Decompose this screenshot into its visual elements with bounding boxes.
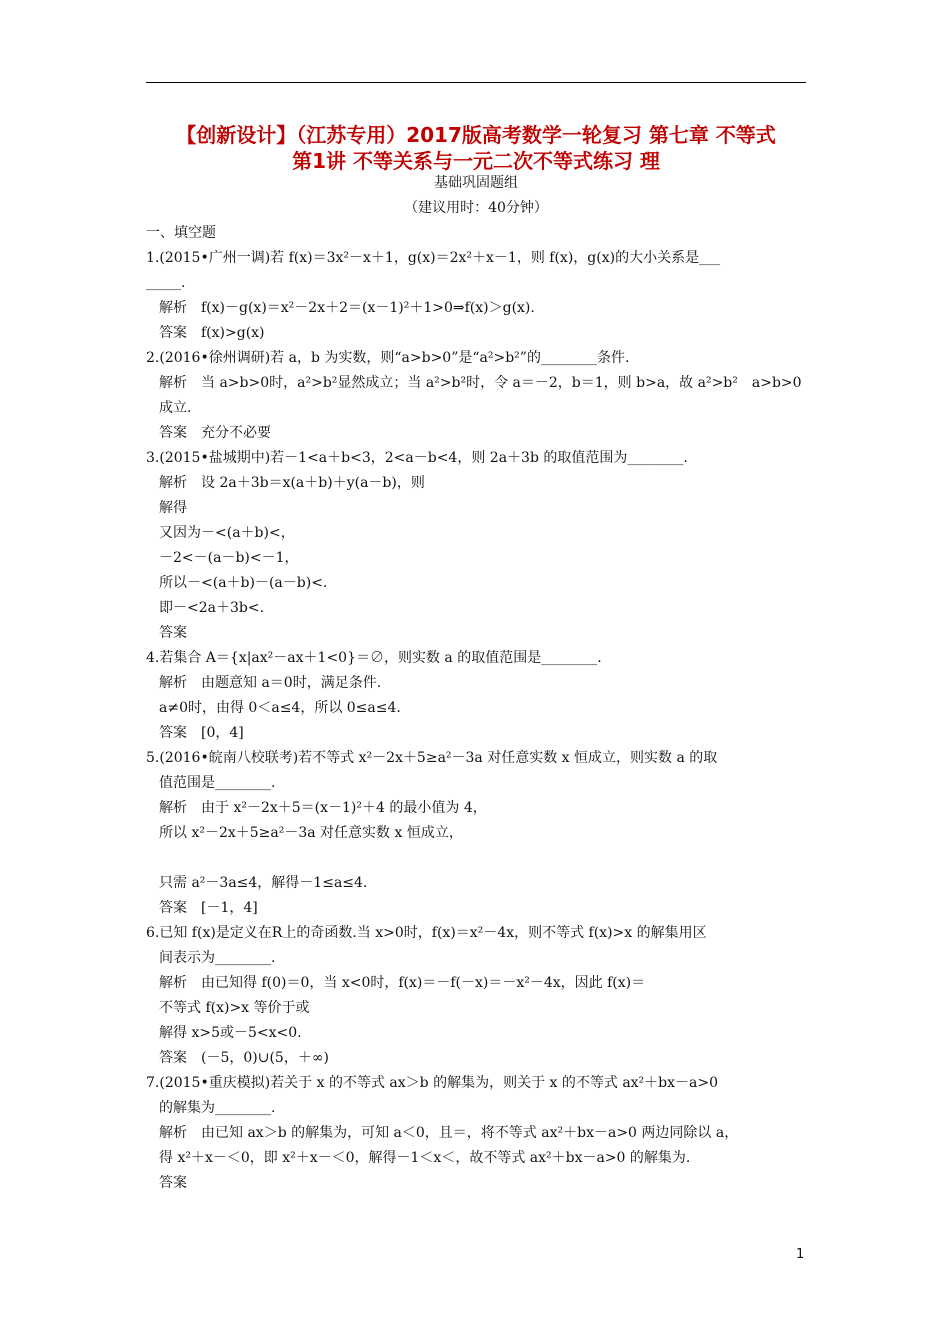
text-line: 3.(2015•盐城期中)若－1<a＋b<3，2<a－b<4，则 2a＋3b 的取值范围为________. xyxy=(146,450,688,466)
text-line: 答案 f(x)>g(x) xyxy=(159,325,265,341)
text-line: 答案 xyxy=(159,625,187,641)
text-line: 1.(2015•广州一调)若 f(x)＝3x²－x＋1，g(x)＝2x²＋x－1，则 f(x)，g(x)的大小关系是___ xyxy=(146,250,721,266)
text-line: 所以－<(a＋b)－(a－b)<. xyxy=(159,575,328,591)
document-title: 【创新设计】（江苏专用）2017版高考数学一轮复习 第七章 不等式 xyxy=(176,123,776,147)
text-line: 得 x²＋x－＜0，即 x²＋x－＜0，解得－1＜x＜，故不等式 ax²＋bx－a>0 的解集为. xyxy=(159,1150,691,1166)
document-subtitle: 第1讲 不等关系与一元二次不等式练习 理 xyxy=(292,149,660,173)
text-line: 解析 由已知 ax＞b 的解集为，可知 a＜0，且＝，将不等式 ax²＋bx－a>0 两边同除以 a， xyxy=(159,1125,739,1141)
text-line: a≠0时，由得 0＜a≤4，所以 0≤a≤4. xyxy=(159,700,401,716)
text-line: 答案 [－1，4] xyxy=(159,900,258,916)
text-line: 一、填空题 xyxy=(146,225,216,241)
text-line: 答案 [0，4] xyxy=(159,725,244,741)
text-line: 6.已知 f(x)是定义在R上的奇函数.当 x>0时，f(x)＝x²－4x，则不等式 f(x)>x 的解集用区 xyxy=(146,925,707,941)
text-line: 解得 xyxy=(159,500,187,516)
text-line: 值范围是________. xyxy=(159,775,276,791)
text-line: －2<－(a－b)<－1， xyxy=(159,550,299,566)
text-line: 解析 由于 x²－2x＋5＝(x－1)²＋4 的最小值为 4， xyxy=(159,800,487,816)
text-line: 答案 xyxy=(159,1175,187,1191)
text-line: 解析 f(x)－g(x)＝x²－2x＋2＝(x－1)²＋1>0⇒f(x)＞g(x). xyxy=(159,300,535,316)
text-line: _____. xyxy=(146,275,186,291)
text-line: 所以 x²－2x＋5≥a²－3a 对任意实数 x 恒成立， xyxy=(159,825,463,841)
section-heading: 基础巩固题组 xyxy=(434,175,518,191)
text-line: 不等式 f(x)>x 等价于或 xyxy=(159,1000,310,1016)
text-line: 解得 x>5或－5<x<0. xyxy=(159,1025,302,1041)
page-number: 1 xyxy=(796,1247,805,1262)
text-line: 解析 设 2a＋3b＝x(a＋b)＋y(a－b)，则 xyxy=(159,475,425,491)
text-line: 4.若集合 A＝{x|ax²－ax＋1<0}＝∅，则实数 a 的取值范围是________. xyxy=(146,650,602,666)
text-line: 答案 充分不必要 xyxy=(159,425,271,441)
text-line: 7.(2015•重庆模拟)若关于 x 的不等式 ax＞b 的解集为，则关于 x 的不等式 ax²＋bx－a>0 xyxy=(146,1075,719,1091)
text-line: 的解集为________. xyxy=(159,1100,276,1116)
text-line: 解析 当 a>b>0时，a²>b²显然成立；当 a²>b²时，令 a＝－2，b＝1，则 b>a，故 a²>b² a>b>0 xyxy=(159,375,802,391)
text-line: 即－<2a＋3b<. xyxy=(159,600,265,616)
header-rule xyxy=(146,82,806,83)
text-line: 成立. xyxy=(159,400,192,416)
text-line: 间表示为________. xyxy=(159,950,276,966)
text-line: 只需 a²－3a≤4，解得－1≤a≤4. xyxy=(159,875,368,891)
text-line: 5.(2016•皖南八校联考)若不等式 x²－2x＋5≥a²－3a 对任意实数 x 恒成立，则实数 a 的取 xyxy=(146,750,718,766)
text-line: 解析 由题意知 a＝0时，满足条件. xyxy=(159,675,382,691)
time-hint: （建议用时：40分钟） xyxy=(404,200,548,216)
text-line: 又因为－<(a＋b)<， xyxy=(159,525,295,541)
text-line: 2.(2016•徐州调研)若 a，b 为实数，则“a>b>0”是“a²>b²”的________条件. xyxy=(146,350,630,366)
text-line: 答案 (－5，0)∪(5，＋∞) xyxy=(159,1050,329,1066)
text-line: 解析 由已知得 f(0)＝0，当 x<0时，f(x)＝－f(－x)＝－x²－4x，因此 f(x)＝ xyxy=(159,975,646,991)
